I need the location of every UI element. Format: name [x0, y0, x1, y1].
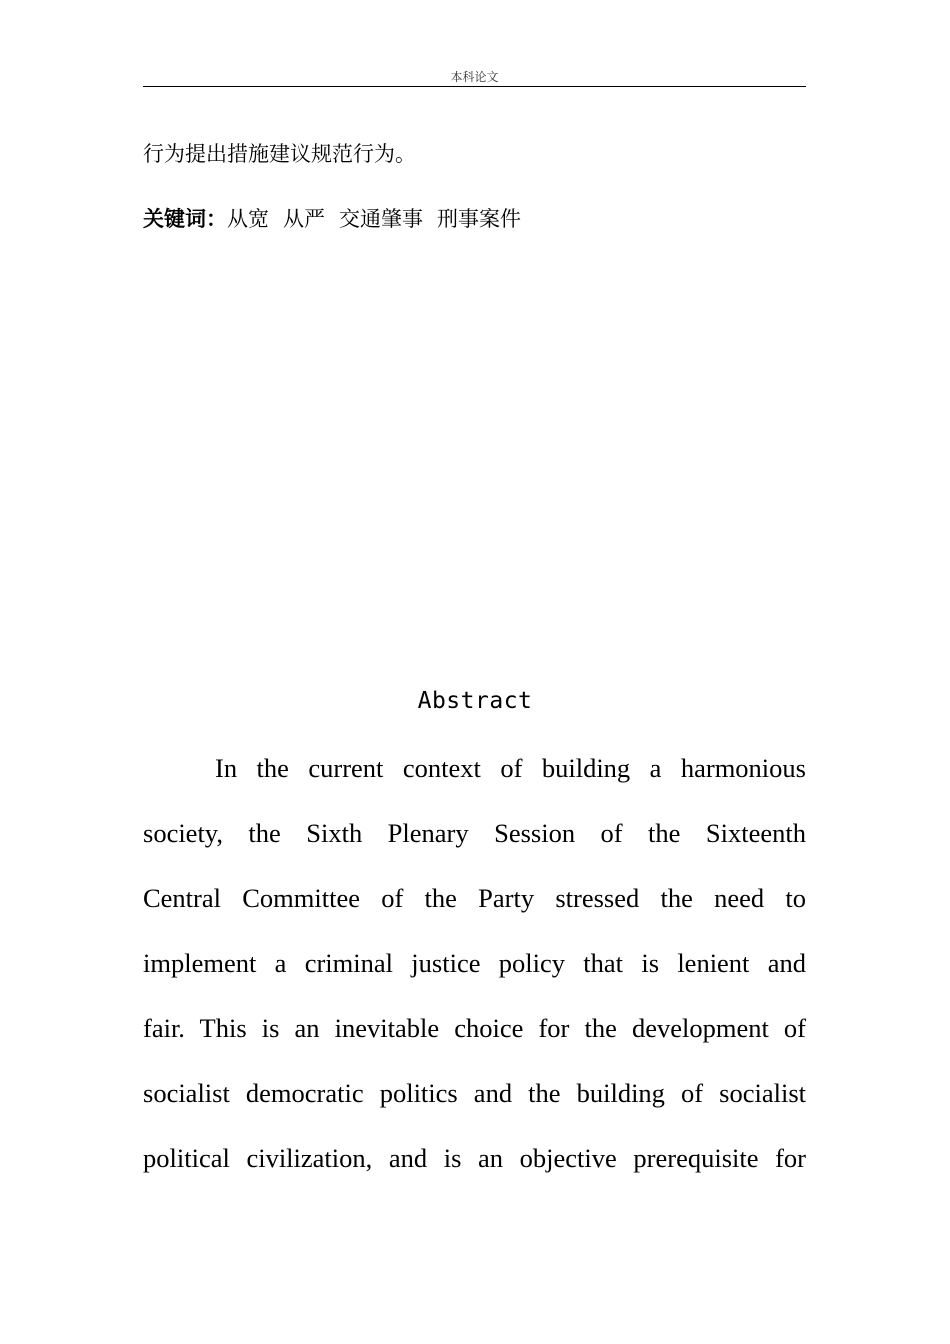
keyword-2: 从严: [283, 207, 325, 231]
chinese-abstract-continuation: 行为提出措施建议规范行为。: [143, 142, 416, 166]
header-title: 本科论文: [450, 70, 499, 84]
abstract-line: Central Committee of the Party stressed the need to: [143, 883, 806, 913]
keyword-4: 刑事案件: [437, 207, 521, 231]
abstract-line: In the current context of building a harmonious: [215, 753, 806, 783]
abstract-title: Abstract: [417, 688, 533, 714]
abstract-body: [143, 736, 806, 1191]
abstract-line: society, the Sixth Plenary Session of the Sixteenth: [143, 818, 806, 848]
chinese-keywords: [143, 204, 535, 234]
abstract-line: socialist democratic politics and the building of socialist: [143, 1078, 806, 1108]
abstract-line: implement a criminal justice policy that is lenient and: [143, 948, 806, 978]
keyword-1: 从宽: [227, 207, 269, 231]
page-header: [143, 66, 806, 87]
abstract-line: fair. This is an inevitable choice for the development of: [143, 1013, 806, 1043]
keyword-3: 交通肇事: [339, 207, 423, 231]
keywords-label: 关键词：: [143, 207, 227, 231]
abstract-line: political civilization, and is an objective prerequisite for: [143, 1143, 806, 1173]
